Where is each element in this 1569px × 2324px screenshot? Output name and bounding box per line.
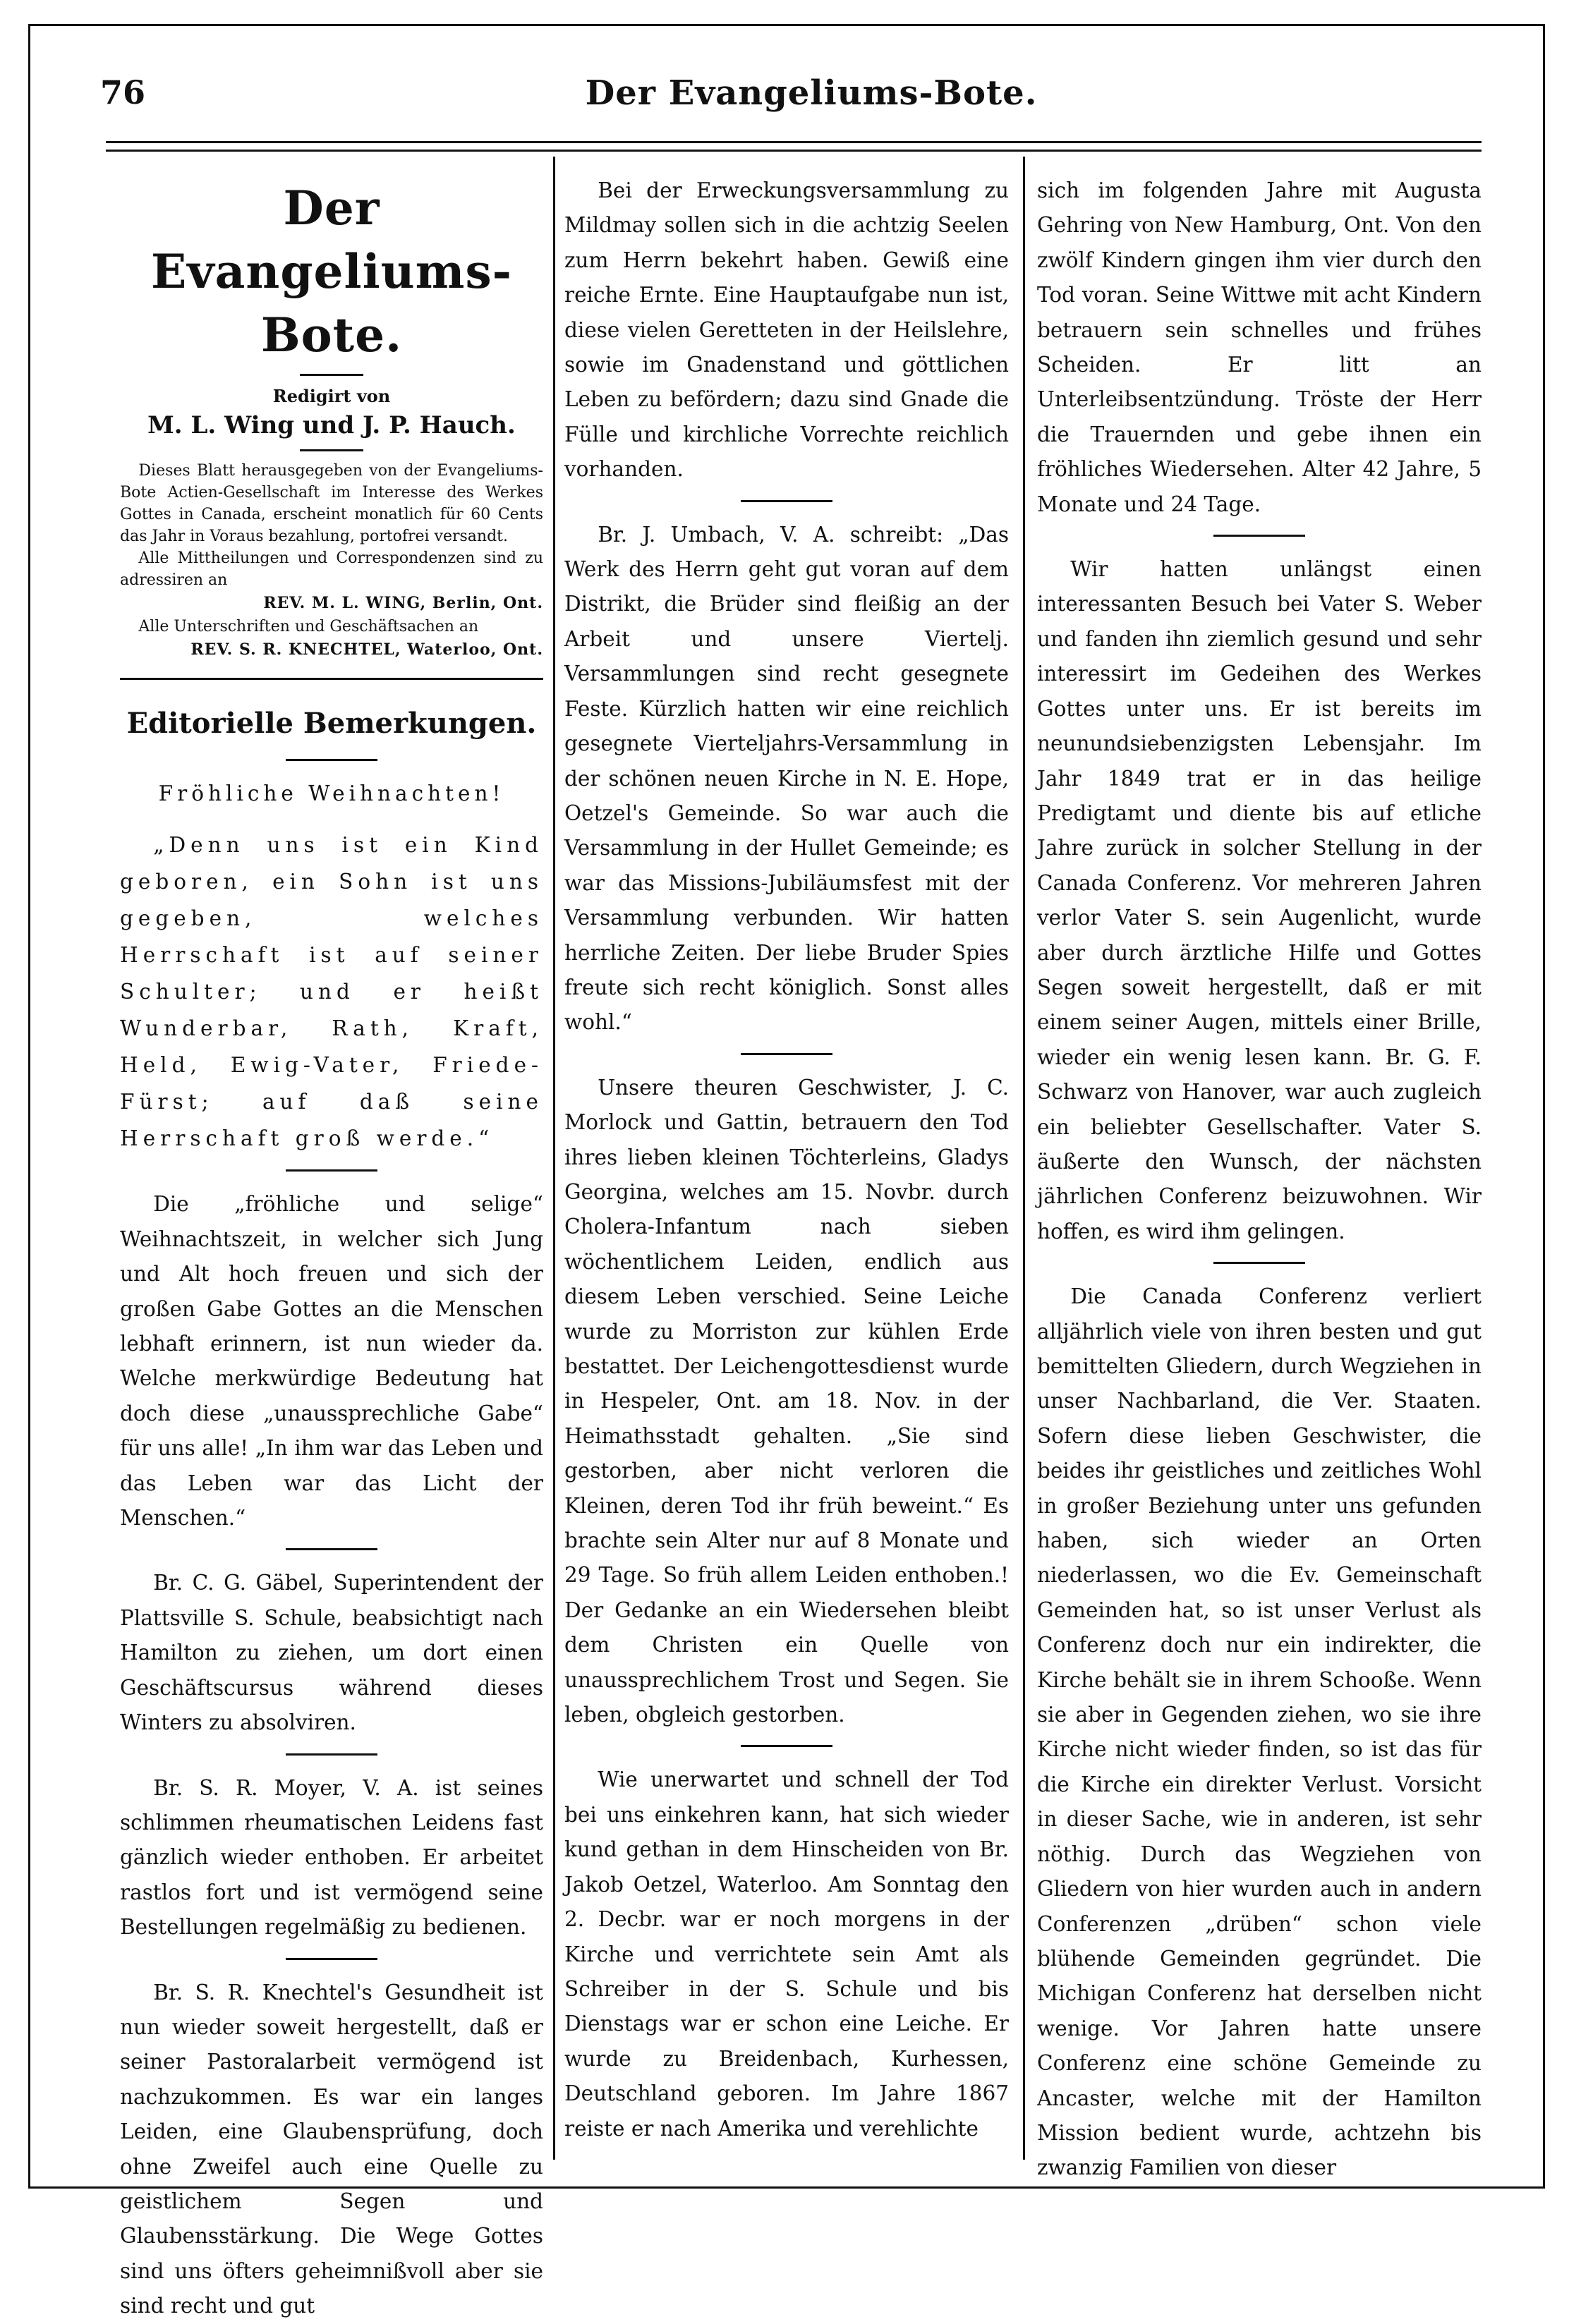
masthead-title: Der Evangeliums-Bote.: [150, 181, 513, 363]
column-rule-1: [553, 157, 555, 2160]
ornament-divider: [300, 449, 363, 451]
scripture-quote: „Denn uns ist ein Kind geboren, ein Sohn ist uns gegeben, welches Herrschaft ist auf seiner Schulter; und er heißt Wunderbar, Rath, Kraft, Held, Ewig-Vater, Friede-Fürst; auf daß seine Herrschaft groß werde.“: [120, 833, 543, 1151]
column-rule-2: [1023, 157, 1025, 2160]
divider: [286, 1169, 377, 1172]
column-2: [564, 174, 1009, 2146]
section-heading: Editorielle Bemerkungen.: [126, 707, 537, 740]
address-2-text: REV. S. R. KNECHTEL, Waterloo, Ont.: [190, 640, 543, 659]
article-oetzel: Wie unerwartet und schnell der Tod bei uns einkehren kann, hat sich wieder kund gethan in dem Hinscheiden von Br. Jakob Oetzel, Waterloo. Am Sonntag den 2. Decbr. war er noch morgens in der Kirche und verrichtete sein Amt als Schreiber in der S. Schule und bis Dienstags war er schon eine Leiche. Er wurde zu Breidenbach, Kurhessen, Deutschland geboren. Im Jahre 1867 reiste er nach Amerika und verehlichte: [564, 1768, 1009, 2141]
divider: [741, 1053, 832, 1055]
divider: [286, 759, 377, 761]
divider: [286, 1753, 377, 1756]
article-moyer: Br. S. R. Moyer, V. A. ist seines schlimmen rheumatischen Leidens fast gänzlich wieder enthoben. Er arbeitet rastlos fort und ist vermögend seine Bestellungen regelmäßig zu bedienen.: [120, 1775, 543, 1940]
column-1: [120, 174, 543, 2324]
masthead-subscriptions-note: Alle Unterschriften und Geschäftsachen an: [138, 618, 479, 635]
masthead-info: Dieses Blatt herausgegeben von der Evangeliums-Bote Actien-Gesellschaft im Interesse des Werkes Gottes in Canada, erscheint monatlich für 60 Cents das Jahr in Voraus bezahlung, portofrei versandt.: [120, 462, 543, 545]
article-gaebel: Br. C. G. Gäbel, Superintendent der Plattsville S. Schule, beabsichtigt nach Hamilton zu ziehen, um dort einen Geschäftscursus während dieses Winters zu absolviren.: [120, 1571, 543, 1735]
header-rule-top: [106, 141, 1482, 143]
article-canada-conference: Die Canada Conferenz verliert alljährlich viele von ihren besten und gut bemittelten Gliedern, durch Wegziehen in unser Nachbarland, die Ver. Staaten. Sofern diese lieben Geschwister, die beides ihr geistliches und zeitliches Wohl in großer Beziehung unter uns gefunden haben, sich wieder an Orten niederlassen, wo die Ev. Gemeinschaft Gemeinden hat, so ist unser Verlust als Conferenz doch nur ein indirekter, die Kirche behält sie in ihrem Schooße. Wenn sie aber in Gegenden ziehen, wo sie ihre Kirche nicht wieder finden, so ist das für die Kirche ein direkter Verlust. Vorsicht in dieser Sache, wie in anderen, ist sehr nöthig. Durch das Wegziehen von Gliedern von hier wurden auch in andern Conferenzen „drüben“ schon viele blühende Gemeinden gegründet. Die Michigan Conferenz hat derselben nicht wenige. Vor Jahren hatte unsere Conferenz eine schöne Gemeinde zu Ancaster, welche mit der Hamilton Mission bedient wurde, achtzehn bis zwanzig Familien von dieser: [1037, 1284, 1482, 2180]
article-morlock: Unsere theuren Geschwister, J. C. Morlock und Gattin, betrauern den Tod ihres lieben kleinen Töchterleins, Gladys Georgina, welches am 15. Novbr. durch Cholera-Infantum nach sieben wöchentlichem Leiden, endlich aus diesem Leben verschied. Seine Leiche wurde zu Morriston zur kühlen Erde bestattet. Der Leichengottesdienst wurde in Hespeler, Ont. am 18. Nov. in der Heimathsstadt gehalten. „Sie sind gestorben, aber nicht verloren die Kleinen, deren Tod ihr früh beweint.“ Es brachte sein Alter nur auf 8 Monate und 29 Tage. So früh allem Leiden enthoben.! Der Gedanke an ein Wiedersehen bleibt dem Christen ein Quelle von unaussprechlichem Trost und Segen. Sie leben, obgleich gestorben.: [564, 1075, 1009, 1727]
article-oetzel-continued: sich im folgenden Jahre mit Augusta Gehring von New Hamburg, Ont. Von den zwölf Kindern gingen ihm vier durch den Tod voran. Seine Wittwe mit acht Kindern betrauern sein schnelles und frühes Scheiden. Er litt an Unterleibsentzündung. Tröste der Herr die Trauernden und gebe ihnen ein fröhliches Wiedersehen. Alter 42 Jahre, 5 Monate und 24 Tage.: [1037, 178, 1482, 516]
address-1-text: REV. M. L. WING, Berlin, Ont.: [263, 594, 543, 612]
page-number: 76: [100, 73, 146, 111]
article-umbach: Br. J. Umbach, V. A. schreibt: „Das Werk des Herrn geht gut voran auf dem Distrikt, die Brüder sind fleißig an der Arbeit und unsere Viertelj. Versammlungen sind recht gesegnete Feste. Kürzlich hatten wir eine reichlich gesegnete Vierteljahrs-Versammlung in der schönen neuen Kirche in N. E. Hope, Oetzel's Gemeinde. So war auch die Versammlung in der Hullet Gemeinde; es war das Missions-Jubiläumsfest mit der Versammlung verbunden. Wir hatten herrliche Zeiten. Der liebe Bruder Spies freute sich recht königlich. Sonst alles wohl.“: [564, 522, 1009, 1035]
masthead-edited-by: Redigirt von: [272, 386, 391, 406]
christmas-greeting: Fröhliche Weihnachten!: [158, 781, 505, 805]
running-title: Der Evangeliums-Bote.: [585, 73, 1038, 113]
masthead-address-2: [120, 638, 543, 662]
article-weber: Wir hatten unlängst einen interessanten Besuch bei Vater S. Weber und fanden ihn ziemlich gesund und sehr interessirt im Gedeihen des Werkes Gottes unter uns. Er ist bereits im neunundsiebenzigsten Lebensjahr. Im Jahr 1849 trat er in das heilige Predigtamt und diente bis auf etliche Jahre zurück in solcher Stellung in der Canada Conferenz. Vor mehreren Jahren verlor Vater S. sein Augenlicht, wurde aber durch ärztliche Hilfe und Gottes Segen soweit hergestellt, daß er mit einem seiner Augen, mittels einer Brille, wieder ein wenig lesen kann. Br. G. F. Schwarz von Hanover, war auch zugleich ein beliebter Gesellschafter. Vater S. äußerte den Wunsch, der nächsten jährlichen Conferenz beizuwohnen. Wir hoffen, es wird ihm gelingen.: [1037, 557, 1482, 1243]
divider: [1213, 1262, 1305, 1264]
masthead-editors: M. L. Wing und J. P. Hauch.: [147, 411, 516, 439]
masthead-address-1: [120, 591, 543, 616]
divider: [286, 1958, 377, 1960]
divider: [1213, 535, 1305, 537]
divider: [286, 1548, 377, 1550]
header-rule-bottom: [106, 150, 1482, 152]
masthead-correspondence-note: Alle Mittheilungen und Correspondenzen sind zu adressiren an: [120, 549, 543, 589]
article-mildmay: Bei der Erweckungsversammlung zu Mildmay sollen sich in die achtzig Seelen zum Herrn bekehrt haben. Gewiß eine reiche Ernte. Eine Hauptaufgabe nun ist, diese vielen Geretteten in der Heilslehre, sowie im Gnadenstand und göttlichen Leben zu befördern; dazu sind Gnade die Fülle und kirchliche Vorrechte reichlich vorhanden.: [564, 178, 1009, 482]
article-christmas: Die „fröhliche und selige“ Weihnachtszeit, in welcher sich Jung und Alt hoch freuen und sich der großen Gabe Gottes an die Menschen lebhaft erinnern, ist nun wieder da. Welche merkwürdige Bedeutung hat doch diese „unaussprechliche Gabe“ für uns alle! „In ihm war das Leben und das Leben war das Licht der Menschen.“: [120, 1192, 543, 1531]
ornament-divider: [300, 374, 363, 376]
masthead-rule: [120, 678, 543, 680]
divider: [741, 1745, 832, 1747]
divider: [741, 500, 832, 502]
article-knechtel: Br. S. R. Knechtel's Gesundheit ist nun wieder soweit hergestellt, daß er seiner Pastoralarbeit vermögend ist nachzukommen. Es war ein langes Leiden, eine Glaubensprüfung, doch ohne Zweifel auch eine Quelle zu geistlichem Segen und Glaubensstärkung. Die Wege Gottes sind uns öfters geheimnißvoll aber sie sind recht und gut: [120, 1980, 543, 2318]
column-3: [1037, 174, 1482, 2186]
